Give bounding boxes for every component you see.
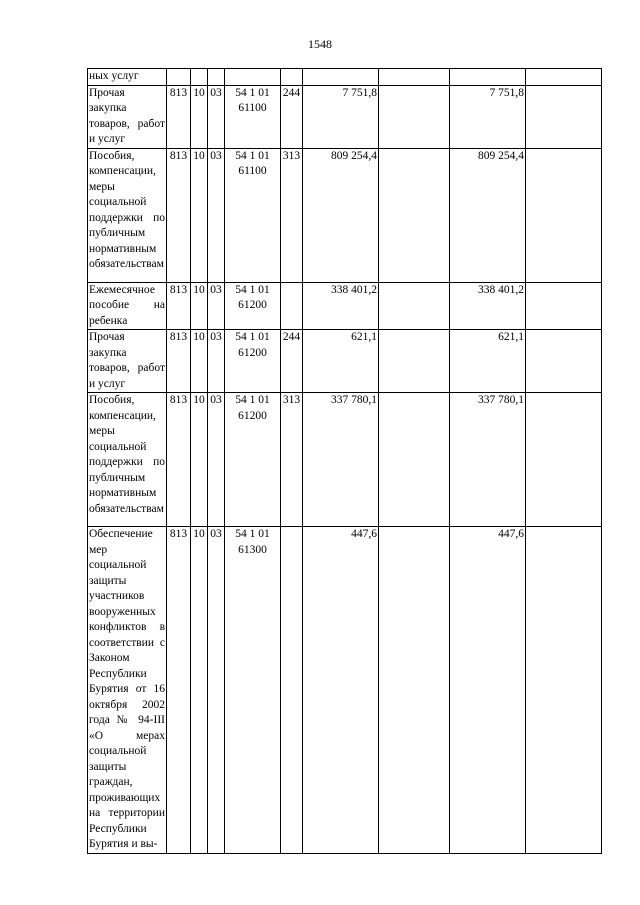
amount-column-4	[526, 330, 602, 393]
amount-column-2	[379, 282, 450, 330]
section-code: 10	[191, 330, 208, 393]
subsection-code: 03	[208, 85, 225, 148]
expense-type-code	[281, 527, 303, 854]
amount-column-3: 338 401,2	[450, 282, 526, 330]
section-code: 10	[191, 148, 208, 282]
expense-type-code: 244	[281, 330, 303, 393]
section-code: 10	[191, 282, 208, 330]
expense-type-code	[281, 282, 303, 330]
row-name: Обеспечение мер социальной защиты участников вооруженных конфликтов в соответствии с Законом Республики Бурятия от 16 октября 2002 года № 94-III «О мерах социальной защиты граждан, проживающих на территории Республики Бурятия и вы-	[88, 527, 167, 854]
amount-column-2	[379, 527, 450, 854]
subsection-code: 03	[208, 282, 225, 330]
total-amount: 337 780,1	[303, 393, 379, 527]
subsection-code: 03	[208, 148, 225, 282]
amount-column-3: 621,1	[450, 330, 526, 393]
total-amount: 809 254,4	[303, 148, 379, 282]
amount-column-2	[379, 69, 450, 86]
row-name: Прочая закупка товаров, работ и услуг	[88, 330, 167, 393]
table-row	[88, 330, 602, 393]
subsection-code	[208, 69, 225, 86]
table-row	[88, 148, 602, 282]
target-article-code: 54 1 01 61200	[225, 330, 281, 393]
section-code: 10	[191, 393, 208, 527]
page-number: 1548	[308, 37, 332, 51]
target-article-code: 54 1 01 61100	[225, 148, 281, 282]
table-row	[88, 69, 602, 86]
row-name: Прочая закупка товаров, работ и услуг	[88, 85, 167, 148]
total-amount: 7 751,8	[303, 85, 379, 148]
ministry-code: 813	[167, 527, 191, 854]
amount-column-3: 337 780,1	[450, 393, 526, 527]
total-amount: 447,6	[303, 527, 379, 854]
ministry-code: 813	[167, 282, 191, 330]
expense-type-code	[281, 69, 303, 86]
budget-table	[87, 68, 602, 854]
target-article-code: 54 1 01 61100	[225, 85, 281, 148]
target-article-code	[225, 69, 281, 86]
target-article-code: 54 1 01 61300	[225, 527, 281, 854]
table-row	[88, 527, 602, 854]
amount-column-4	[526, 85, 602, 148]
amount-column-3: 7 751,8	[450, 85, 526, 148]
ministry-code	[167, 69, 191, 86]
expense-type-code: 313	[281, 148, 303, 282]
ministry-code: 813	[167, 393, 191, 527]
row-name: ных услуг	[88, 69, 167, 86]
amount-column-2	[379, 148, 450, 282]
amount-column-3	[450, 69, 526, 86]
amount-column-3: 809 254,4	[450, 148, 526, 282]
amount-column-4	[526, 69, 602, 86]
subsection-code: 03	[208, 393, 225, 527]
amount-column-4	[526, 282, 602, 330]
table-row	[88, 282, 602, 330]
amount-column-4	[526, 393, 602, 527]
total-amount: 621,1	[303, 330, 379, 393]
expense-type-code: 313	[281, 393, 303, 527]
row-name: Ежемесячное пособие на ребенка	[88, 282, 167, 330]
amount-column-2	[379, 330, 450, 393]
ministry-code: 813	[167, 148, 191, 282]
section-code: 10	[191, 527, 208, 854]
table-row	[88, 393, 602, 527]
amount-column-3: 447,6	[450, 527, 526, 854]
total-amount: 338 401,2	[303, 282, 379, 330]
amount-column-2	[379, 85, 450, 148]
subsection-code: 03	[208, 330, 225, 393]
amount-column-2	[379, 393, 450, 527]
amount-column-4	[526, 527, 602, 854]
row-name: Пособия, компенсации, меры социальной поддержки по публичным нормативным обязательствам	[88, 148, 167, 282]
ministry-code: 813	[167, 330, 191, 393]
target-article-code: 54 1 01 61200	[225, 282, 281, 330]
section-code	[191, 69, 208, 86]
section-code: 10	[191, 85, 208, 148]
table-row	[88, 85, 602, 148]
ministry-code: 813	[167, 85, 191, 148]
subsection-code: 03	[208, 527, 225, 854]
amount-column-4	[526, 148, 602, 282]
target-article-code: 54 1 01 61200	[225, 393, 281, 527]
row-name: Пособия, компенсации, меры социальной поддержки по публичным нормативным обязательствам	[88, 393, 167, 527]
expense-type-code: 244	[281, 85, 303, 148]
total-amount	[303, 69, 379, 86]
